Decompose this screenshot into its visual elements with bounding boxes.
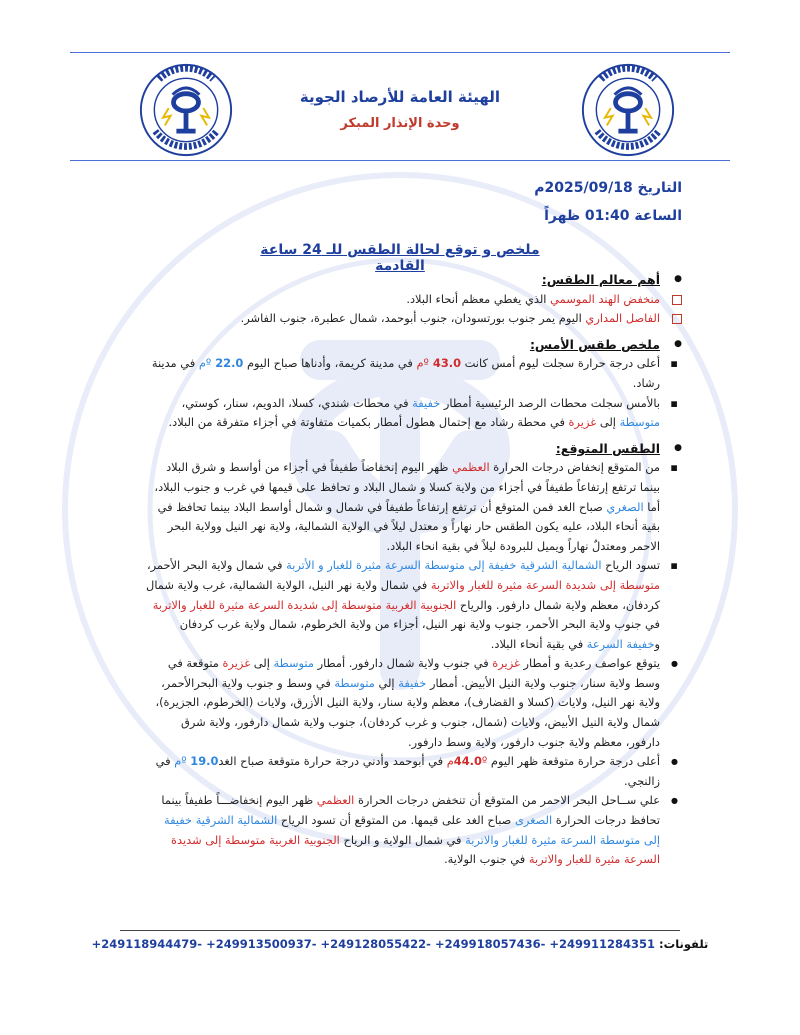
report-date: التاريخ 2025/09/18م xyxy=(534,180,682,196)
report-time: الساعة 01:40 ظهراً xyxy=(544,208,682,224)
forecast-red-sea-coast: ● علي ســاحل البحر الاحمر من المتوقع أن تنخفض درجات الحرارة العظمي ظهر اليوم إنخفاضـــاً طفيفاً بينما تحافظ درجات الحرارة الصغرى صباح الغد على قيمها. من المتوقع أن تسود الرياح الشمالية الشرقية خفيفة إلى متوسطة السرعة مثيرة للغبار والاتربة في شمال الولاية و الرياح الجنوبية الغربية متوسطة إلى شديدة السرعة مثيرة للغبار والاتربة في جنوب الولاية. xyxy=(145,791,682,869)
organization-header xyxy=(250,88,550,131)
checkbox-icon xyxy=(672,295,682,305)
report-body xyxy=(145,270,682,870)
feature-item-monsoon-low: منخفض الهند الموسمي الذي يغطي معظم أنحاء البلاد. xyxy=(145,290,682,310)
authority-logo-right xyxy=(580,62,676,158)
phones-label: تلفونات: xyxy=(659,937,709,951)
forecast-heading: ● الطقس المتوقع: xyxy=(145,439,682,459)
feature-item-itcz: الفاصل المداري اليوم يمر جنوب بورتسودان، جنوب أبوحمد، شمال عطبرة، جنوب الفاشر. xyxy=(145,309,682,329)
authority-logo-left xyxy=(138,62,234,158)
yesterday-rain: ▪ بالأمس سجلت محطات الرصد الرئيسية أمطار خفيفة في محطات شندي، كسلا، الدويم، سنار، كوستي، متوسطة إلى غزيرة في محطة رشاد مع إحتمال هطول أمطار بكميات متفاوتة في أجزاء متفرقة من البلاد. xyxy=(145,394,682,433)
features-heading: ● أهم معالم الطقس: xyxy=(145,270,682,290)
forecast-storms: ● يتوقع عواصف رعدية و أمطار غزيرة في جنوب ولاية شمال دارفور. أمطار متوسطة إلى غزيرة متوقعة في وسط ولاية سنار، جنوب ولاية النيل الأبيض. أمطار خفيفة إلي متوسطة في وسط و جنوب ولاية البحرالأحمر، ولاية نهر النيل، ولايات (كسلا و القضارف)، معظم ولاية سنار، ولاية النيل الأزرق، ولايات (الخرطوم، الجزيرة)، شمال ولاية النيل الأبيض، ولايات (شمال، جنوب و غرب كردفان)، جنوب ولاية شمال دارفور، ولاية شرق دارفور، معظم ولاية جنوب دارفور، ولاية وسط دارفور. xyxy=(145,654,682,752)
header-bottom-rule xyxy=(70,160,730,161)
yesterday-heading: ● ملخص طقس الأمس: xyxy=(145,335,682,355)
unit-name: وحدة الإنذار المبكر xyxy=(340,116,460,131)
forecast-temperature: ▪ من المتوقع إنخفاض درجات الحرارة العظمي ظهر اليوم إنخفاضاً طفيفاً في أجزاء من أواسط و شرق البلاد بينما ترتفع إرتفاعاً طفيفاً في أجزاء من ولاية كسلا و شمال البلاد و تحافظ على قيمها في غرب و جنوب البلاد، أما الصغري صباح الغد فمن المتوقع أن ترتفع إرتفاعاً طفيفاً في شمال و شمال أواسط البلاد بينما تحافظ في بقية أنحاء البلاد، عليه يكون الطقس حار نهاراً و معتدل ليلاً في الولاية الشمالية، ولاية نهر النيل وولاية البحر الاحمر ومعتدلٌ نهاراً ويميل للبرودة ليلاً في بقية انحاء البلاد. xyxy=(145,458,682,556)
phone-numbers: +249118944479- +249913500937- +249128055422- +249918057436- +249911284351 xyxy=(91,937,656,951)
forecast-wind: ▪ تسود الرياح الشمالية الشرقية خفيفة إلى متوسطة السرعة مثيرة للغبار و الأتربة في شمال ولاية البحر الأحمر، متوسطة إلى شديدة السرعة مثيرة للغبار والاتربة في شمال ولاية نهر النيل، الولاية الشمالية، غرب ولاية شمال كردفان، معظم ولاية شمال دارفور. والرياح الجنوبية الغربية متوسطة إلى شديدة السرعة مثيرة للغبار والاتربة في جنوب ولاية البحر الأحمر، جنوب ولاية نهر النيل، أجزاء من ولاية الخرطوم، شمال ولاية غرب كردفان وخفيفة السرعة في بقية أنحاء البلاد. xyxy=(145,556,682,654)
report-title: ملخص و توقع لحالة الطقس للـ 24 ساعة القادمة xyxy=(260,242,540,274)
header-top-rule xyxy=(70,52,730,53)
organization-name: الهيئة العامة للأرصاد الجوية xyxy=(299,88,501,106)
forecast-extreme-temps: ● أعلى درجة حرارة متوقعة ظهر اليوم 44.0ºم في أبوحمد وأدني درجة حرارة متوقعة صباح الغد19.0 ºم في زالنجي. xyxy=(145,752,682,791)
footer-phones xyxy=(80,937,720,951)
checkbox-icon xyxy=(672,314,682,324)
footer-rule xyxy=(120,930,680,931)
yesterday-temps: ▪ أعلى درجة حرارة سجلت ليوم أمس كانت 43.0 ºم في مدينة كريمة، وأدناها صباح اليوم 22.0 ºم في مدينة رشاد. xyxy=(145,354,682,393)
